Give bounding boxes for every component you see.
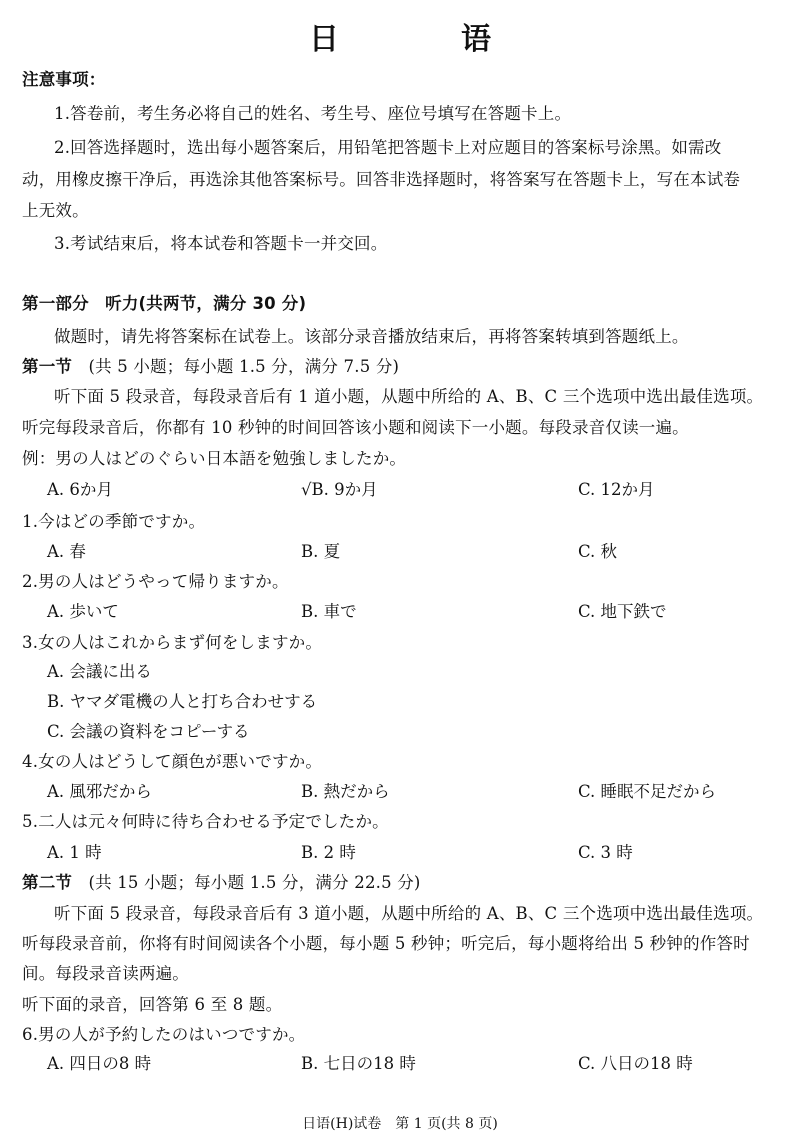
notes-item-2-cont: 上无效。 <box>22 201 89 220</box>
section1-instruction: 听下面 5 段录音，每段录音后有 1 道小题，从题中所给的 A、B、C 三个选项中选出最佳选项。 <box>54 387 764 406</box>
q1-option-b: B. 夏 <box>301 542 341 561</box>
section2-subtitle: (共 15 小题；每小题 1.5 分，满分 22.5 分) <box>88 873 421 892</box>
q6-option-a: A. 四日の8 時 <box>47 1054 152 1073</box>
q1-option-c: C. 秋 <box>578 542 618 561</box>
question-3: 3.女の人はこれからまず何をしますか。 <box>22 633 323 652</box>
section1-instruction-cont: 听完每段录音后，你都有 10 秒钟的时间回答该小题和阅读下一小题。每段录音仅读一遍。 <box>22 418 689 437</box>
section1-heading <box>22 357 399 377</box>
notes-item-3: 3.考试结束后，将本试卷和答题卡一并交回。 <box>54 234 388 253</box>
section2-heading <box>22 873 421 893</box>
q1-option-a: A. 春 <box>47 542 86 561</box>
q5-option-c: C. 3 時 <box>578 843 633 862</box>
notes-item-2-cont: 动，用橡皮擦干净后，再选涂其他答案标号。回答非选择题时，将答案写在答题卡上，写在本试卷 <box>22 170 741 189</box>
notes-heading: 注意事项： <box>22 70 106 89</box>
q6-option-c: C. 八日の18 時 <box>578 1054 693 1073</box>
notes-item-2: 2.回答选择题时，选出每小题答案后，用铅笔把答题卡上对应题目的答案标号涂黑。如需改 <box>54 138 722 157</box>
q2-option-a: A. 歩いて <box>47 602 119 621</box>
q2-option-c: C. 地下鉄で <box>578 602 667 621</box>
q3-option-c: C. 会議の資料をコピーする <box>47 722 250 741</box>
example-option-b: √B. 9か月 <box>301 480 378 499</box>
page-title: 日 语 <box>309 22 537 57</box>
q3-option-a: A. 会議に出る <box>47 662 152 681</box>
example-question: 例：男の人はどのぐらい日本語を勉強しましたか。 <box>22 449 407 468</box>
question-4: 4.女の人はどうして顔色が悪いですか。 <box>22 752 323 771</box>
question-2: 2.男の人はどうやって帰りますか。 <box>22 572 289 591</box>
listen-note: 听下面的录音，回答第 6 至 8 题。 <box>22 995 283 1014</box>
section2-instruction-cont: 间。每段录音读两遍。 <box>22 964 189 983</box>
section1-subtitle: (共 5 小题；每小题 1.5 分，满分 7.5 分) <box>88 357 400 376</box>
page-footer: 日语(H)试卷 第 1 页(共 8 页) <box>302 1116 498 1132</box>
part1-title: 第一部分 <box>22 294 89 313</box>
q4-option-c: C. 睡眠不足だから <box>578 782 717 801</box>
q6-option-b: B. 七日の18 時 <box>301 1054 416 1073</box>
part1-heading <box>22 294 306 314</box>
question-6: 6.男の人が予約したのはいつですか。 <box>22 1025 306 1044</box>
example-option-c: C. 12か月 <box>578 480 655 499</box>
section2-instruction: 听下面 5 段录音，每段录音后有 3 道小题，从题中所给的 A、B、C 三个选项中选出最佳选项。 <box>54 904 764 923</box>
q5-option-a: A. 1 時 <box>47 843 102 862</box>
question-5: 5.二人は元々何時に待ち合わせる予定でしたか。 <box>22 812 389 831</box>
section1-title: 第一节 <box>22 357 73 376</box>
section2-title: 第二节 <box>22 873 73 892</box>
part1-subtitle: 听力(共两节，满分 30 分) <box>105 294 307 313</box>
section2-instruction-cont: 听每段录音前，你将有时间阅读各个小题，每小题 5 秒钟；听完后，每小题将给出 5 秒钟的作答时 <box>22 934 750 953</box>
q3-option-b: B. ヤマダ電機の人と打ち合わせする <box>47 692 318 711</box>
q4-option-a: A. 風邪だから <box>47 782 152 801</box>
part1-instruction: 做题时，请先将答案标在试卷上。该部分录音播放结束后，再将答案转填到答题纸上。 <box>54 327 689 346</box>
notes-item-1: 1.答卷前，考生务必将自己的姓名、考生号、座位号填写在答题卡上。 <box>54 104 572 123</box>
q2-option-b: B. 車で <box>301 602 357 621</box>
q4-option-b: B. 熱だから <box>301 782 390 801</box>
example-option-a: A. 6か月 <box>47 480 113 499</box>
q5-option-b: B. 2 時 <box>301 843 356 862</box>
question-1: 1.今はどの季節ですか。 <box>22 512 206 531</box>
